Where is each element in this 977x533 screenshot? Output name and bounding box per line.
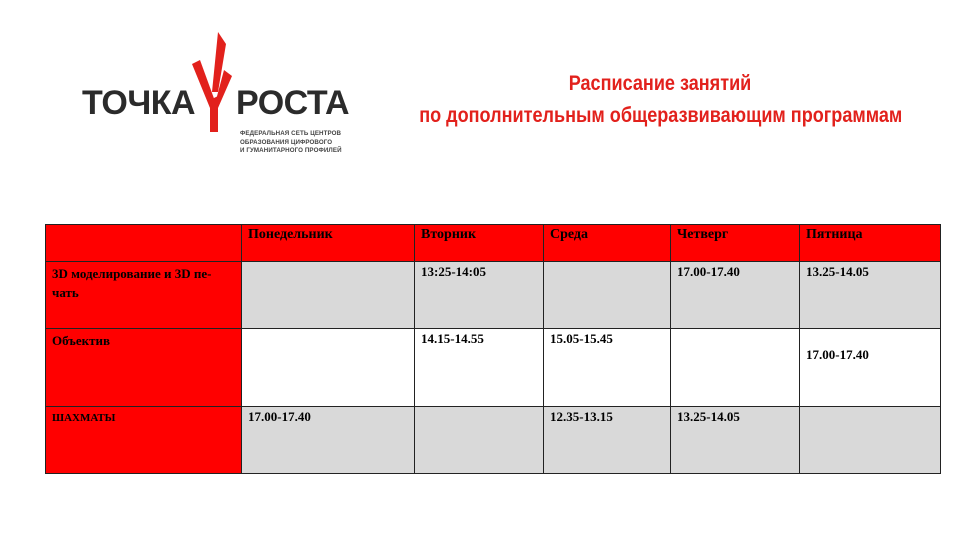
table-cell: 17.00-17.40 <box>671 262 800 329</box>
table-cell: 14.15-14.55 <box>415 329 544 407</box>
table-cell <box>242 329 415 407</box>
sprout-logo-icon <box>188 30 238 132</box>
title-line-2: по дополнительным общеразвивающим программам <box>419 104 903 127</box>
logo-subtitle-line: ФЕДЕРАЛЬНАЯ СЕТЬ ЦЕНТРОВ <box>240 130 342 137</box>
table-cell: 15.05-15.45 <box>544 329 671 407</box>
table-cell: 12.35-13.15 <box>544 407 671 474</box>
header-day-monday: Понедельник <box>242 225 415 262</box>
table-row <box>46 407 941 474</box>
title-line-1: Расписание занятий <box>568 72 752 95</box>
table-row <box>46 262 941 329</box>
logo-word-rosta: РОСТА <box>236 84 350 122</box>
row-label-obektiv: Объектив <box>46 329 242 407</box>
header-day-thursday: Четверг <box>671 225 800 262</box>
page-title <box>380 68 940 132</box>
header-day-wednesday: Среда <box>544 225 671 262</box>
table-cell <box>544 262 671 329</box>
row-label-3d: 3D моделирование и 3D пе-чать <box>46 262 242 329</box>
header-corner <box>46 225 242 262</box>
row-label-shakhmaty: ШАХМАТЫ <box>46 407 242 474</box>
table-cell: 13.25-14.05 <box>671 407 800 474</box>
table-cell <box>415 407 544 474</box>
logo-subtitle-line: И ГУМАНИТАРНОГО ПРОФИЛЕЙ <box>240 147 342 154</box>
table-cell: 13.25-14.05 <box>800 262 941 329</box>
header-day-friday: Пятница <box>800 225 941 262</box>
table-row <box>46 329 941 407</box>
table-cell <box>800 407 941 474</box>
table-cell <box>242 262 415 329</box>
schedule-table <box>45 224 941 474</box>
logo-subtitle-line: ОБРАЗОВАНИЯ ЦИФРОВОГО <box>240 138 333 146</box>
logo <box>80 28 350 163</box>
logo-word-tochka: ТОЧКА <box>82 84 196 122</box>
table-cell: 13:25-14:05 <box>415 262 544 329</box>
table-cell: 17.00-17.40 <box>242 407 415 474</box>
table-cell <box>671 329 800 407</box>
header-day-tuesday: Вторник <box>415 225 544 262</box>
header-row <box>46 225 941 262</box>
logo-subtitle <box>240 130 342 156</box>
table-cell: 17.00-17.40 <box>800 329 941 407</box>
